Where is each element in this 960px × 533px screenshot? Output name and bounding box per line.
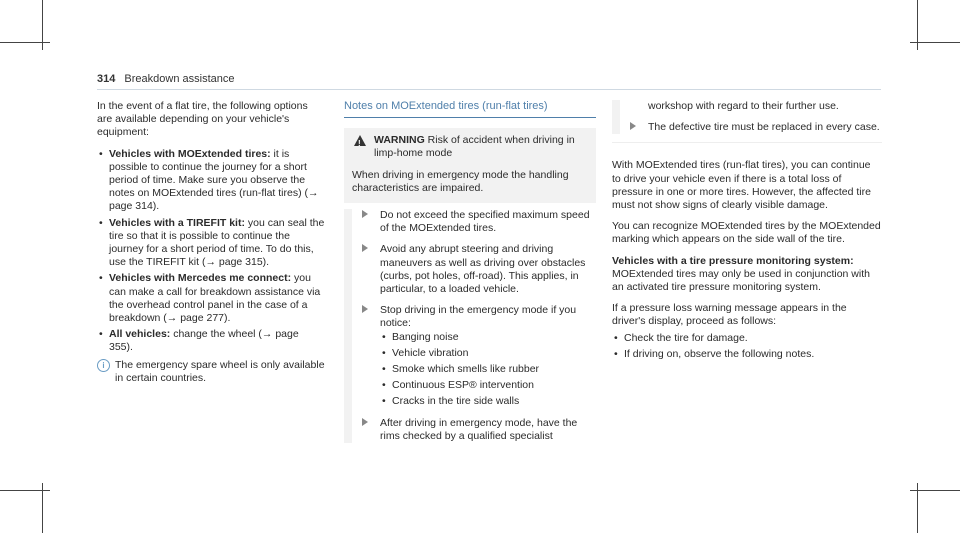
step-arrow-icon [362,305,368,313]
step-arrow-icon [630,122,636,130]
tpms-text: MOExtended tires may only be used in conjunction with an activated tire pressure monitoring system. [612,267,870,294]
item-text: it is possible to continue the journey for a short period of time. Make sure you observe the notes on MOExtended tires (run-flat tires) (→ page 314). [109,147,319,213]
warning-title: Risk of accident when driving in limp-home mode [374,134,575,160]
step-arrow-icon [362,244,368,252]
list-item [97,148,325,214]
column-3 [612,100,882,364]
item-label: Vehicles with Mercedes me connect: [109,272,292,285]
item-label: Vehicles with a TIREFIT kit: [109,216,245,229]
crop-mark [0,42,50,43]
list-item: • Vehicle vibration [380,347,596,360]
crop-mark [910,490,960,491]
step-continued: workshop with regard to their further use. [648,100,839,112]
warning-continued [612,100,882,134]
list-item: • Cracks in the tire side walls [380,395,596,408]
list-item [97,217,325,270]
paragraph: With MOExtended tires (run-flat tires), you can continue to drive your vehicle even if there is a total loss of pressure in one or more tires. However, the affected tire must not show signs of clearly visible damage. [612,159,871,212]
item-text: you can seal the tire so that it is possible to continue the journey for a short period of time. To do this, use the TIREFIT kit (→ page 315). [109,216,325,269]
column-2 [344,100,596,453]
notice-list [380,331,596,409]
step-arrow-icon [362,210,368,218]
step: Do not exceed the specified maximum speed of the MOExtended tires. [352,209,596,235]
list-item: • Smoke which smells like rubber [380,363,596,376]
warning-box [344,128,596,453]
info-note [97,359,325,385]
info-icon: i [97,359,110,372]
step: Avoid any abrupt steering and driving maneuvers as well as driving over obstacles (curbs, pot holes, off-road). This applies, in particular, to a loaded vehicle. [352,243,596,296]
step: The defective tire must be replaced in every case. [620,121,882,134]
item-text: change the wheel (→ page 355). [109,328,299,354]
step-arrow-icon [362,418,368,426]
list-item [97,272,325,325]
crop-mark [0,490,50,491]
paragraph: If a pressure loss warning message appears in the driver's display, proceed as follows: [612,302,847,328]
item-label: Vehicles with MOExtended tires: [109,147,271,160]
column-1 [97,100,325,385]
list-item: • If driving on, observe the following notes. [612,348,882,361]
list-item: • Check the tire for damage. [612,332,882,345]
item-label: All vehicles: [109,328,171,341]
list-item: • Continuous ESP® intervention [380,379,596,392]
warning-steps [344,203,596,453]
page-header [97,73,234,85]
crop-mark [910,42,960,43]
item-text: you can make a call for breakdown assistance via the overhead control panel in the case of a breakdown (→ page 277). [109,272,321,325]
warning-icon: ! [354,135,366,146]
list-item [97,328,325,354]
warning-header [352,134,588,160]
section-heading: Notes on MOExtended tires (run-flat tires) [344,100,596,118]
action-list [612,332,882,361]
intro-paragraph: In the event of a flat tire, the following options are available depending on your vehicle's equipment: [97,100,308,139]
page-number: 314 [97,73,116,85]
options-list [97,148,325,355]
warning-text: When driving in emergency mode the handling characteristics are impaired. [352,168,569,194]
note-text: The emergency spare wheel is only available in certain countries. [115,358,325,384]
step: After driving in emergency mode, have the rims checked by a qualified specialist [352,417,596,443]
list-item: • Banging noise [380,331,596,344]
tpms-label: Vehicles with a tire pressure monitoring system: [612,254,854,267]
header-rule [97,89,881,90]
paragraph: You can recognize MOExtended tires by the MOExtended marking which appears on the side wall of the tire. [612,220,881,246]
step: Stop driving in the emergency mode if you notice: • Banging noise • Vehicle vibration • Smoke which smells like rubber • Continuous ESP® intervention • Cracks in the tire side walls [352,304,596,408]
tpms-paragraph [612,255,882,295]
warning-label: WARNING [374,134,425,147]
section-title: Breakdown assistance [124,73,235,85]
